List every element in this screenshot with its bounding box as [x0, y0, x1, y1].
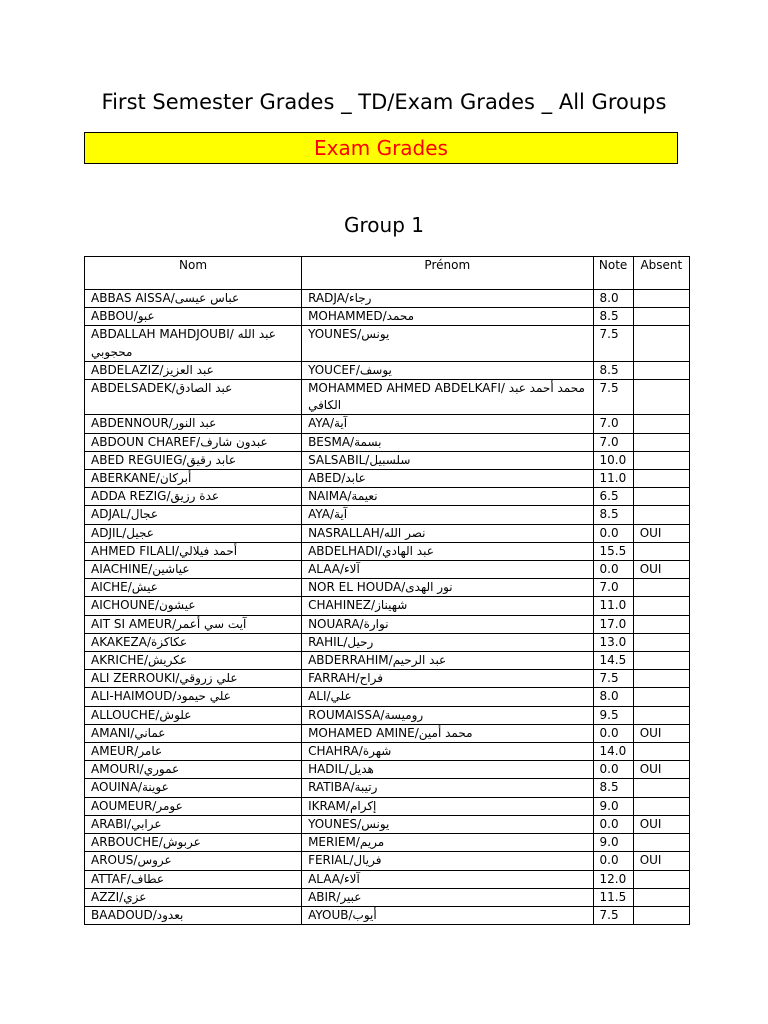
table-row	[85, 834, 690, 852]
cell-absent	[633, 506, 689, 524]
cell-absent	[633, 724, 689, 742]
cell-absent	[633, 870, 689, 888]
cell-absent	[633, 670, 689, 688]
cell-nom-text: ATTAF/عطاف	[91, 871, 165, 886]
cell-prenom	[302, 633, 593, 651]
cell-nom-text: AICHE/عيش	[91, 580, 158, 595]
cell-prenom-text: ALAA/آلاء	[308, 562, 360, 577]
cell-note-text: 11.5	[599, 889, 627, 904]
cell-nom	[85, 815, 302, 833]
cell-prenom-text: NAIMA/نعيمة	[308, 489, 378, 504]
cell-note	[593, 906, 633, 924]
cell-nom	[85, 761, 302, 779]
cell-note	[593, 290, 633, 308]
cell-absent	[633, 470, 689, 488]
cell-prenom-text: SALSABIL/سلسبيل	[308, 452, 411, 467]
cell-nom	[85, 361, 302, 379]
cell-prenom	[302, 870, 593, 888]
table-row	[85, 815, 690, 833]
cell-note	[593, 815, 633, 833]
cell-prenom	[302, 615, 593, 633]
cell-prenom-text: IKRAM/إكرام	[308, 798, 377, 813]
cell-prenom-text: MERIEM/مريم	[308, 835, 385, 850]
cell-prenom	[302, 308, 593, 326]
cell-note-text: 9.0	[599, 798, 619, 813]
cell-nom-text: ABDENNOUR/عبد النور	[91, 416, 217, 431]
exam-grades-banner	[84, 132, 678, 164]
cell-note-text: 11.0	[599, 598, 627, 613]
cell-absent	[633, 652, 689, 670]
cell-absent	[633, 542, 689, 560]
cell-note-text: 15.5	[599, 543, 627, 558]
cell-prenom-text: RADJA/رجاء	[308, 291, 372, 305]
cell-note-text: 11.0	[599, 471, 627, 486]
cell-prenom-text: RATIBA/رتيبة	[308, 780, 378, 795]
cell-note-text: 7.0	[599, 416, 619, 431]
cell-prenom-text: YOUNES/يونس	[308, 327, 390, 342]
cell-absent	[633, 579, 689, 597]
cell-prenom	[302, 290, 593, 308]
cell-prenom	[302, 506, 593, 524]
cell-absent	[633, 633, 689, 651]
cell-note-text: 0.0	[599, 816, 619, 831]
cell-note-text: 7.0	[599, 580, 619, 595]
cell-absent	[633, 688, 689, 706]
cell-prenom-text: RAHIL/رحيل	[308, 634, 374, 649]
table-row	[85, 615, 690, 633]
cell-note	[593, 597, 633, 615]
cell-note-text: 8.5	[599, 309, 619, 324]
cell-nom-text: AOUINA/عوينة	[91, 780, 169, 795]
cell-note	[593, 561, 633, 579]
table-row	[85, 688, 690, 706]
cell-absent	[633, 597, 689, 615]
cell-absent	[633, 743, 689, 761]
cell-prenom	[302, 433, 593, 451]
cell-prenom-text: HADIL/هديل	[308, 762, 374, 777]
cell-prenom	[302, 524, 593, 542]
cell-absent	[633, 797, 689, 815]
cell-prenom	[302, 542, 593, 560]
cell-absent	[633, 380, 689, 415]
cell-nom-text: ABED REGUIEG/عابد رقيق	[91, 452, 236, 467]
cell-prenom	[302, 797, 593, 815]
cell-note	[593, 706, 633, 724]
cell-absent	[633, 815, 689, 833]
cell-prenom	[302, 761, 593, 779]
cell-prenom	[302, 361, 593, 379]
cell-nom	[85, 743, 302, 761]
cell-absent	[633, 906, 689, 924]
cell-note-text: 14.5	[599, 653, 627, 668]
cell-note-text: 6.5	[599, 489, 619, 504]
cell-absent	[633, 779, 689, 797]
cell-prenom	[302, 724, 593, 742]
cell-note-text: 8.5	[599, 507, 619, 522]
cell-note-text: 14.0	[599, 744, 627, 759]
cell-absent	[633, 326, 689, 361]
cell-note	[593, 743, 633, 761]
cell-nom	[85, 706, 302, 724]
table-row	[85, 652, 690, 670]
cell-note-text: 9.5	[599, 707, 619, 722]
cell-nom-text: AHMED FILALI/أحمد فيلالي	[91, 543, 238, 558]
cell-absent-text: OUI	[639, 816, 662, 831]
cell-nom	[85, 779, 302, 797]
document-title: First Semester Grades _ TD/Exam Grades _ All Groups	[101, 90, 667, 114]
cell-nom	[85, 597, 302, 615]
cell-note	[593, 779, 633, 797]
table-row	[85, 888, 690, 906]
table-row	[85, 743, 690, 761]
cell-absent	[633, 290, 689, 308]
table-row	[85, 380, 690, 415]
header-nom: Nom	[85, 257, 302, 290]
table-header-row	[85, 257, 690, 290]
cell-absent	[633, 308, 689, 326]
cell-prenom	[302, 779, 593, 797]
cell-note	[593, 670, 633, 688]
cell-prenom	[302, 815, 593, 833]
grades-table	[84, 256, 690, 925]
cell-note-text: 0.0	[599, 525, 619, 540]
table-row	[85, 506, 690, 524]
cell-note	[593, 524, 633, 542]
table-row	[85, 308, 690, 326]
cell-nom	[85, 451, 302, 469]
cell-prenom	[302, 470, 593, 488]
cell-nom	[85, 470, 302, 488]
cell-prenom-text: MOHAMMED/محمد	[308, 309, 415, 324]
cell-nom	[85, 652, 302, 670]
cell-note-text: 0.0	[599, 853, 619, 868]
table-row	[85, 488, 690, 506]
table-body	[85, 290, 690, 925]
cell-prenom-text: YOUNES/يونس	[308, 816, 390, 831]
cell-nom	[85, 852, 302, 870]
cell-note-text: 0.0	[599, 725, 619, 740]
cell-nom-text: AIT SI AMEUR/آيت سي أعمر	[91, 616, 247, 631]
cell-note	[593, 433, 633, 451]
cell-note-text: 7.0	[599, 434, 619, 449]
cell-nom-text: AROUS/عروس	[91, 853, 172, 868]
cell-note	[593, 451, 633, 469]
cell-prenom-text: AYOUB/أيوب	[308, 907, 377, 922]
table-row	[85, 852, 690, 870]
cell-absent	[633, 488, 689, 506]
cell-nom	[85, 561, 302, 579]
cell-note	[593, 326, 633, 361]
cell-prenom-text: BESMA/بسمة	[308, 434, 382, 449]
cell-nom	[85, 488, 302, 506]
cell-nom-text: ADDA REZIG/عدة رزيق	[91, 489, 220, 504]
cell-note-text: 10.0	[599, 452, 627, 467]
cell-absent	[633, 761, 689, 779]
cell-prenom	[302, 852, 593, 870]
cell-note	[593, 308, 633, 326]
header-note: Note	[593, 257, 633, 290]
cell-note-text: 0.0	[599, 762, 619, 777]
cell-nom	[85, 290, 302, 308]
cell-note-text: 8.0	[599, 689, 619, 704]
cell-prenom-text: ABDELHADI/عبد الهادي	[308, 543, 434, 558]
table-row	[85, 470, 690, 488]
cell-note-text: 7.5	[599, 907, 619, 922]
cell-nom	[85, 888, 302, 906]
cell-note	[593, 761, 633, 779]
cell-nom-text: AMANI/عماني	[91, 725, 166, 740]
cell-note	[593, 852, 633, 870]
table-row	[85, 326, 690, 361]
table-row	[85, 597, 690, 615]
cell-nom	[85, 688, 302, 706]
cell-nom-text: ARBOUCHE/عربوش	[91, 835, 201, 850]
cell-nom	[85, 326, 302, 361]
table-row	[85, 761, 690, 779]
table-row	[85, 633, 690, 651]
cell-absent	[633, 834, 689, 852]
cell-nom-text: AMOURI/عموري	[91, 762, 180, 777]
cell-nom	[85, 906, 302, 924]
cell-note	[593, 415, 633, 433]
cell-prenom-text: CHAHRA/شهرة	[308, 744, 392, 759]
group-title: Group 1	[344, 213, 424, 237]
cell-nom	[85, 415, 302, 433]
cell-prenom	[302, 380, 593, 415]
cell-nom-text: ADJAL/عجال	[91, 507, 158, 522]
cell-prenom-text: AYA/آية	[308, 507, 348, 522]
cell-prenom	[302, 652, 593, 670]
cell-prenom	[302, 906, 593, 924]
cell-absent	[633, 852, 689, 870]
table-row	[85, 542, 690, 560]
cell-prenom-text: MOHAMMED AHMED ABDELKAFI/ محمد أحمد عبد الكافي	[308, 381, 585, 413]
cell-nom-text: AOUMEUR/عومر	[91, 798, 183, 813]
table-row	[85, 290, 690, 308]
cell-prenom-text: ALI/علي	[308, 689, 352, 704]
cell-prenom	[302, 579, 593, 597]
cell-nom	[85, 506, 302, 524]
cell-absent	[633, 888, 689, 906]
cell-note	[593, 380, 633, 415]
cell-nom-text: ABDOUN CHAREF/عبدون شارف	[91, 434, 268, 449]
cell-absent	[633, 615, 689, 633]
cell-prenom-text: ABED/عابد	[308, 471, 366, 486]
cell-prenom	[302, 834, 593, 852]
cell-absent	[633, 706, 689, 724]
cell-absent-text: OUI	[639, 762, 662, 777]
cell-nom-text: AICHOUNE/عيشون	[91, 598, 196, 613]
cell-prenom-text: MOHAMED AMINE/محمد أمين	[308, 725, 473, 740]
cell-absent-text: OUI	[639, 853, 662, 868]
cell-note	[593, 870, 633, 888]
cell-absent	[633, 361, 689, 379]
cell-absent	[633, 451, 689, 469]
cell-nom-text: ALI-HAIMOUD/علي حيمود	[91, 689, 231, 704]
table-row	[85, 906, 690, 924]
cell-nom-text: AIACHINE/عياشين	[91, 562, 190, 577]
cell-prenom-text: ABIR/عبير	[308, 889, 362, 904]
cell-prenom	[302, 451, 593, 469]
cell-prenom-text: YOUCEF/يوسف	[308, 362, 392, 377]
cell-nom	[85, 524, 302, 542]
table-row	[85, 524, 690, 542]
cell-absent	[633, 433, 689, 451]
cell-note	[593, 688, 633, 706]
cell-absent-text: OUI	[639, 525, 662, 540]
table-row	[85, 797, 690, 815]
cell-prenom	[302, 706, 593, 724]
cell-note	[593, 542, 633, 560]
cell-note	[593, 506, 633, 524]
cell-prenom-text: NOR EL HOUDA/نور الهدى	[308, 580, 453, 595]
cell-nom	[85, 633, 302, 651]
cell-absent	[633, 561, 689, 579]
cell-nom	[85, 834, 302, 852]
cell-note	[593, 615, 633, 633]
cell-note	[593, 724, 633, 742]
cell-nom-text: ABERKANE/أبركان	[91, 471, 192, 486]
table-row	[85, 361, 690, 379]
cell-prenom	[302, 597, 593, 615]
cell-note	[593, 797, 633, 815]
cell-note-text: 7.5	[599, 327, 619, 342]
cell-note-text: 0.0	[599, 562, 619, 577]
cell-nom-text: ABDALLAH MAHDJOUBI/ عبد الله محجوبي	[91, 327, 276, 359]
table-row	[85, 579, 690, 597]
table-row	[85, 433, 690, 451]
cell-prenom	[302, 561, 593, 579]
cell-nom	[85, 724, 302, 742]
cell-note-text: 9.0	[599, 835, 619, 850]
cell-nom-text: ARABI/عرابي	[91, 816, 162, 831]
cell-nom-text: AKRICHE/عكريش	[91, 653, 188, 668]
cell-nom-text: AKAKEZA/عكاكزة	[91, 634, 188, 649]
cell-nom-text: ABBAS AISSA/عباس عيسى	[91, 291, 240, 305]
cell-note-text: 7.5	[599, 381, 619, 396]
cell-nom-text: ALLOUCHE/علوش	[91, 707, 192, 722]
cell-nom-text: ABBOU/عبو	[91, 309, 155, 324]
cell-nom-text: ALI ZERROUKI/علي زروقي	[91, 671, 238, 686]
cell-note-text: 13.0	[599, 634, 627, 649]
cell-absent	[633, 524, 689, 542]
table-row	[85, 870, 690, 888]
cell-note	[593, 633, 633, 651]
cell-prenom	[302, 688, 593, 706]
cell-prenom-text: NASRALLAH/نصر الله	[308, 525, 426, 540]
table-row	[85, 561, 690, 579]
table-row	[85, 706, 690, 724]
cell-prenom-text: ABDERRAHIM/عبد الرحيم	[308, 653, 447, 668]
cell-nom	[85, 870, 302, 888]
cell-nom-text: AMEUR/عامر	[91, 744, 163, 759]
cell-prenom	[302, 415, 593, 433]
cell-prenom	[302, 888, 593, 906]
table-row	[85, 451, 690, 469]
cell-note	[593, 652, 633, 670]
cell-nom	[85, 380, 302, 415]
cell-prenom	[302, 488, 593, 506]
cell-nom	[85, 542, 302, 560]
cell-nom	[85, 579, 302, 597]
cell-nom-text: AZZI/عزي	[91, 889, 147, 904]
cell-note	[593, 834, 633, 852]
cell-prenom-text: FERIAL/فريال	[308, 853, 382, 868]
cell-nom-text: BAADOUD/بعدود	[91, 907, 184, 922]
cell-note-text: 7.5	[599, 671, 619, 686]
cell-prenom-text: ROUMAISSA/روميسة	[308, 707, 424, 722]
cell-note-text: 12.0	[599, 871, 627, 886]
cell-nom	[85, 670, 302, 688]
cell-prenom	[302, 326, 593, 361]
cell-nom	[85, 615, 302, 633]
cell-note-text: 8.5	[599, 780, 619, 795]
cell-absent-text: OUI	[639, 562, 662, 577]
header-prenom: Prénom	[302, 257, 593, 290]
cell-prenom-text: ALAA/آلاء	[308, 871, 360, 886]
table-row	[85, 779, 690, 797]
banner-label: Exam Grades	[314, 136, 448, 160]
cell-nom	[85, 308, 302, 326]
cell-prenom-text: NOUARA/نوارة	[308, 616, 389, 631]
cell-prenom	[302, 670, 593, 688]
cell-note	[593, 470, 633, 488]
cell-absent-text: OUI	[639, 725, 662, 740]
cell-note	[593, 579, 633, 597]
cell-nom	[85, 797, 302, 815]
table-row	[85, 724, 690, 742]
header-absent: Absent	[633, 257, 689, 290]
cell-nom-text: ABDELAZIZ/عبد العزيز	[91, 362, 214, 377]
table-row	[85, 670, 690, 688]
cell-nom-text: ADJIL/عجيل	[91, 525, 154, 540]
cell-note-text: 8.5	[599, 362, 619, 377]
cell-prenom	[302, 743, 593, 761]
cell-nom-text: ABDELSADEK/عبد الصادق	[91, 381, 233, 396]
cell-nom	[85, 433, 302, 451]
cell-note-text: 17.0	[599, 616, 627, 631]
cell-prenom-text: FARRAH/فراح	[308, 671, 383, 686]
cell-note	[593, 488, 633, 506]
cell-note	[593, 888, 633, 906]
cell-note-text: 8.0	[599, 291, 619, 305]
cell-absent	[633, 415, 689, 433]
cell-prenom-text: CHAHINEZ/شهيناز	[308, 598, 408, 613]
cell-note	[593, 361, 633, 379]
cell-prenom-text: AYA/آية	[308, 416, 348, 431]
table-row	[85, 415, 690, 433]
